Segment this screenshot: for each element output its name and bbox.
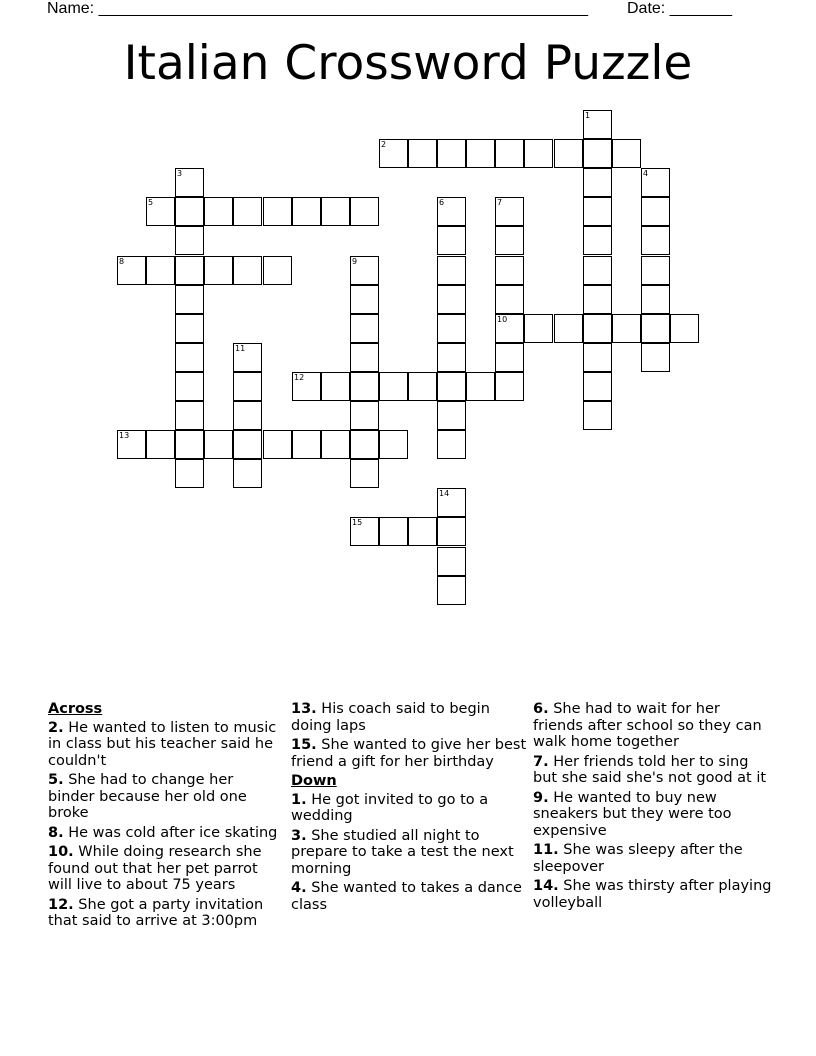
clue-number: 13 [119,431,130,440]
grid-cell[interactable] [350,343,379,372]
clue-number: 15 [352,518,363,527]
grid-cell[interactable] [175,197,204,226]
grid-cell[interactable] [437,256,466,285]
grid-cell[interactable] [321,197,350,226]
grid-cell[interactable] [233,401,262,430]
grid-cell[interactable] [437,285,466,314]
grid-cell[interactable] [495,314,524,343]
grid-cell[interactable] [292,197,321,226]
clue-number: 5 [148,198,154,207]
page-title: Italian Crossword Puzzle [123,36,693,91]
across-heading: Across [48,701,103,717]
grid-cell[interactable] [204,430,233,459]
grid-cell[interactable] [175,372,204,401]
grid-cell[interactable] [495,197,524,226]
grid-cell[interactable] [379,517,408,546]
grid-cell[interactable] [233,430,262,459]
clue-across-10: 10. While doing research she found out that her pet parrot will live to about 75 years [48,844,262,893]
clue-number: 8 [119,257,125,266]
grid-cell[interactable] [350,314,379,343]
grid-cell[interactable] [495,256,524,285]
grid-cell[interactable] [379,430,408,459]
grid-cell[interactable] [583,110,612,139]
grid-cell[interactable] [175,168,204,197]
clue-across-8: 8. He was cold after ice skating [48,824,278,841]
clue-number: 11 [235,344,246,353]
grid-cell[interactable] [612,314,641,343]
grid-cell[interactable] [233,343,262,372]
grid-cell[interactable] [583,285,612,314]
grid-cell[interactable] [233,197,262,226]
grid-cell[interactable] [117,256,146,285]
name-field[interactable]: Name: _______________________________________________________ [47,0,588,17]
grid-cell[interactable] [524,139,553,168]
grid-cell[interactable] [495,139,524,168]
grid-cell[interactable] [263,197,292,226]
grid-cell[interactable] [350,372,379,401]
grid-cell[interactable] [437,430,466,459]
clue-down-7: 7. Her friends told her to sing but she said she's not good at it [533,753,767,786]
down-heading: Down [291,773,337,789]
grid-cell[interactable] [321,430,350,459]
grid-cell[interactable] [583,372,612,401]
clue-number: 10 [497,315,508,324]
clue-number: 3 [177,169,183,178]
clue-number: 2 [381,140,387,149]
grid-cell[interactable] [641,197,670,226]
clue-down-9: 9. He wanted to buy new sneakers but they were too expensive [533,789,732,839]
grid-cell[interactable] [350,197,379,226]
grid-cell[interactable] [670,314,699,343]
date-field[interactable]: Date: _______ [627,0,732,17]
grid-cell[interactable] [583,343,612,372]
grid-cell[interactable] [641,285,670,314]
clue-number: 7 [497,198,503,207]
grid-cell[interactable] [117,430,146,459]
grid-cell[interactable] [292,430,321,459]
grid-cell[interactable] [495,343,524,372]
grid-cell[interactable] [583,226,612,255]
grid-cell[interactable] [437,197,466,226]
grid-cell[interactable] [641,226,670,255]
clues-column-3 [533,701,773,914]
clue-down-1: 1. He got invited to go to a wedding [291,791,489,824]
clue-across-13: 13. His coach said to begin doing laps [291,701,490,734]
grid-cell[interactable] [204,256,233,285]
grid-cell[interactable] [583,256,612,285]
grid-cell[interactable] [379,372,408,401]
grid-cell[interactable] [437,401,466,430]
clue-number: 4 [643,169,649,178]
grid-cell[interactable] [408,372,437,401]
grid-cell[interactable] [233,372,262,401]
grid-cell[interactable] [437,139,466,168]
clue-down-11: 11. She was sleepy after the sleepover [533,842,743,875]
clue-number: 14 [439,489,450,498]
grid-cell[interactable] [437,314,466,343]
grid-cell[interactable] [554,314,583,343]
grid-cell[interactable] [350,285,379,314]
grid-cell[interactable] [583,401,612,430]
grid-cell[interactable] [175,430,204,459]
grid-cell[interactable] [641,168,670,197]
grid-cell[interactable] [321,372,350,401]
clues-column-1 [48,701,280,933]
clue-down-3: 3. She studied all night to prepare to take a test the next morning [291,827,514,877]
grid-cell[interactable] [175,314,204,343]
grid-cell[interactable] [233,459,262,488]
clue-across-2: 2. He wanted to listen to music in class but his teacher said he couldn't [48,719,277,769]
grid-cell[interactable] [233,256,262,285]
clue-down-4: 4. She wanted to takes a dance class [291,880,522,913]
grid-cell[interactable] [437,226,466,255]
grid-cell[interactable] [641,256,670,285]
grid-cell[interactable] [263,430,292,459]
grid-cell[interactable] [612,139,641,168]
grid-cell[interactable] [554,139,583,168]
clue-number: 6 [439,198,445,207]
clue-across-12: 12. She got a party invitation that said to arrive at 3:00pm [48,896,264,929]
grid-cell[interactable] [175,256,204,285]
grid-cell[interactable] [408,139,437,168]
grid-cell[interactable] [408,517,437,546]
grid-cell[interactable] [292,372,321,401]
grid-cell[interactable] [495,285,524,314]
grid-cell[interactable] [583,168,612,197]
grid-cell[interactable] [175,401,204,430]
grid-cell[interactable] [350,256,379,285]
grid-cell[interactable] [641,314,670,343]
clue-number: 12 [294,373,305,382]
grid-cell[interactable] [175,459,204,488]
grid-cell[interactable] [350,430,379,459]
grid-cell[interactable] [437,488,466,517]
grid-cell[interactable] [379,139,408,168]
grid-cell[interactable] [466,139,495,168]
grid-cell[interactable] [495,372,524,401]
grid-cell[interactable] [437,343,466,372]
grid-cell[interactable] [583,314,612,343]
clues-column-2 [291,701,527,916]
clue-down-14: 14. She was thirsty after playing volleyball [533,878,772,911]
clue-number: 1 [585,111,591,120]
grid-cell[interactable] [437,547,466,576]
grid-cell[interactable] [437,372,466,401]
grid-cell[interactable] [175,285,204,314]
grid-cell[interactable] [583,197,612,226]
grid-cell[interactable] [495,226,524,255]
grid-cell[interactable] [146,197,175,226]
grid-cell[interactable] [466,372,495,401]
grid-cell[interactable] [641,343,670,372]
clue-number: 9 [352,257,358,266]
clue-across-15: 15. She wanted to give her best friend a gift for her birthday [291,737,527,770]
grid-cell[interactable] [583,139,612,168]
clue-down-6: 6. She had to wait for her friends after school so they can walk home together [533,701,762,750]
grid-cell[interactable] [350,517,379,546]
grid-cell[interactable] [437,576,466,605]
grid-cell[interactable] [263,256,292,285]
grid-cell[interactable] [350,401,379,430]
grid-cell[interactable] [146,256,175,285]
grid-cell[interactable] [350,459,379,488]
grid-cell[interactable] [204,197,233,226]
clue-across-5: 5. She had to change her binder because her old one broke [48,772,247,821]
grid-cell[interactable] [175,226,204,255]
grid-cell[interactable] [524,314,553,343]
grid-cell[interactable] [146,430,175,459]
grid-cell[interactable] [437,517,466,546]
grid-cell[interactable] [175,343,204,372]
